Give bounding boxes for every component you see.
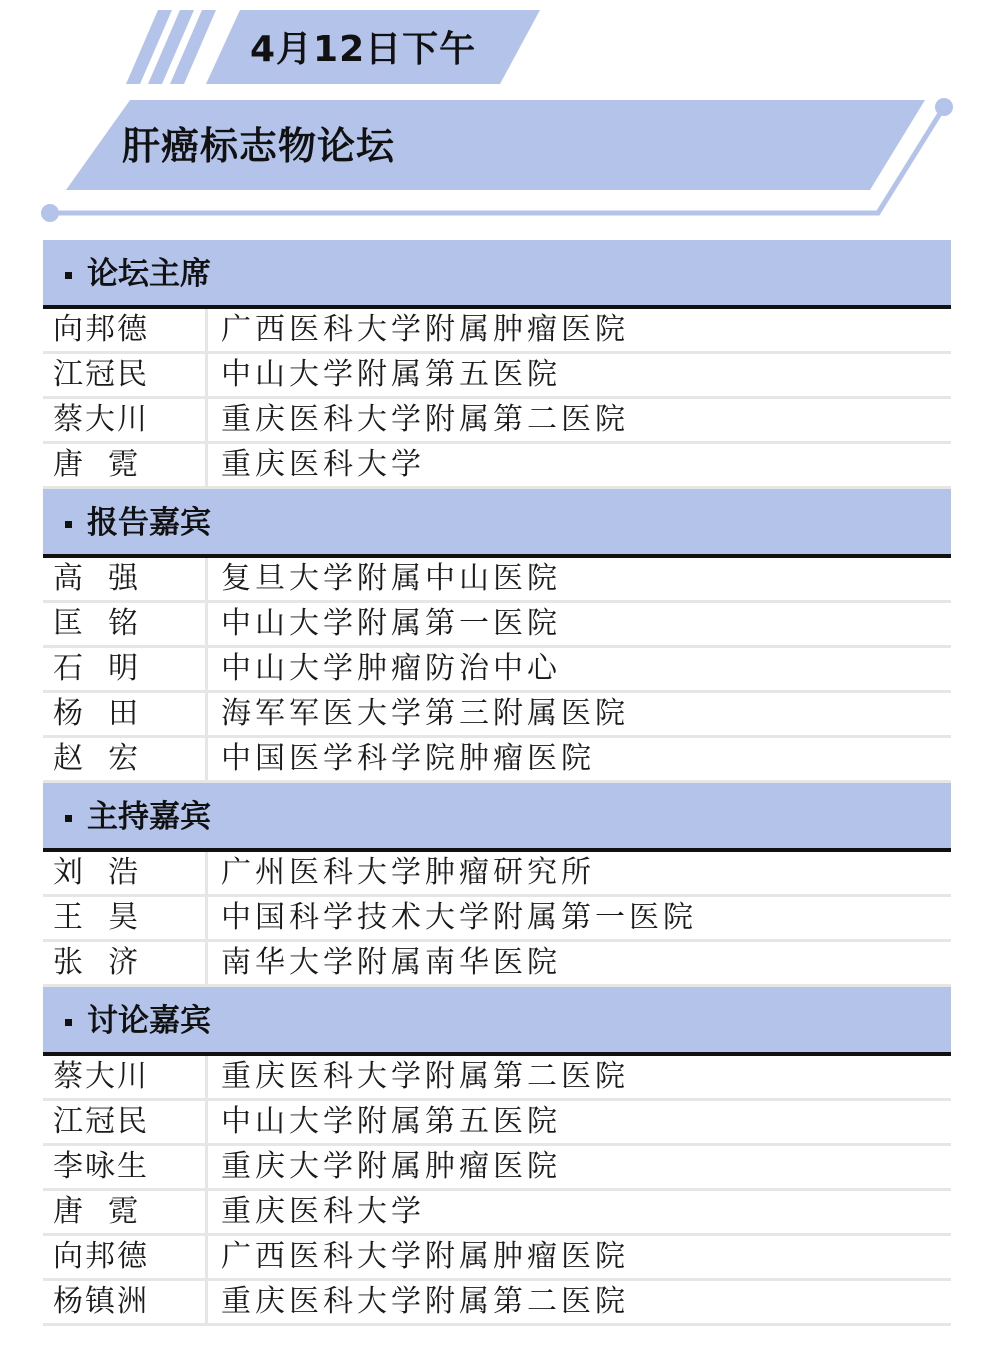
table-row [43,738,951,783]
person-name: 张 济 [43,942,208,984]
institution: 南华大学附属南华医院 [221,945,561,980]
table-row [43,558,951,603]
speaker-table [43,240,951,1326]
person-name: 向邦德 [43,309,208,351]
person-name: 唐 霓 [43,1191,208,1233]
table-row [43,1056,951,1101]
institution: 中山大学肿瘤防治中心 [221,651,561,686]
session-date: 4月12日下午 [250,29,477,70]
table-row [43,444,951,489]
table-row [43,897,951,942]
bullet-icon [65,1019,72,1026]
person-name: 赵 宏 [43,738,208,780]
section-title: 论坛主席 [87,256,211,292]
bullet-icon [65,521,72,528]
person-name: 唐 霓 [43,444,208,486]
bullet-icon [65,815,72,822]
person-name: 江冠民 [43,354,208,396]
section-header-chairs [43,240,951,309]
person-name: 李咏生 [43,1146,208,1188]
person-name: 刘 浩 [43,852,208,894]
person-name: 匡 铭 [43,603,208,645]
table-row [43,603,951,648]
table-row [43,942,951,987]
table-row [43,852,951,897]
header-banner [0,0,992,230]
section-header-speakers [43,489,951,558]
line-end-dot [935,98,953,116]
table-row [43,1191,951,1236]
institution: 海军军医大学第三附属医院 [221,696,629,731]
institution: 中山大学附属第五医院 [221,357,561,392]
section-header-discussants [43,987,951,1056]
table-row [43,1281,951,1326]
person-name: 江冠民 [43,1101,208,1143]
person-name: 蔡大川 [43,1056,208,1098]
table-row [43,1146,951,1191]
person-name: 杨 田 [43,693,208,735]
table-row [43,693,951,738]
person-name: 王 昊 [43,897,208,939]
institution: 中山大学附属第一医院 [221,606,561,641]
section-title: 报告嘉宾 [87,505,211,541]
institution: 广西医科大学附属肿瘤医院 [221,1239,629,1274]
institution: 广州医科大学肿瘤研究所 [221,855,595,890]
institution: 广西医科大学附属肿瘤医院 [221,312,629,347]
person-name: 向邦德 [43,1236,208,1278]
person-name: 高 强 [43,558,208,600]
institution: 复旦大学附属中山医院 [221,561,561,596]
institution: 重庆大学附属肿瘤医院 [221,1149,561,1184]
person-name: 杨镇洲 [43,1281,208,1323]
table-row [43,399,951,444]
table-row [43,1101,951,1146]
forum-title: 肝癌标志物论坛 [122,124,396,168]
institution: 重庆医科大学 [221,447,425,482]
institution: 中国医学科学院肿瘤医院 [221,741,595,776]
section-title: 讨论嘉宾 [87,1003,211,1039]
institution: 中山大学附属第五医院 [221,1104,561,1139]
institution: 重庆医科大学附属第二医院 [221,1284,629,1319]
institution: 重庆医科大学附属第二医院 [221,402,629,437]
institution: 重庆医科大学附属第二医院 [221,1059,629,1094]
person-name: 石 明 [43,648,208,690]
bullet-icon [65,272,72,279]
institution: 中国科学技术大学附属第一医院 [221,900,697,935]
banner-graphic [0,0,992,230]
section-header-moderators [43,783,951,852]
table-row [43,1236,951,1281]
line-end-dot [41,204,59,222]
person-name: 蔡大川 [43,399,208,441]
table-row [43,648,951,693]
institution: 重庆医科大学 [221,1194,425,1229]
table-row [43,309,951,354]
table-row [43,354,951,399]
section-title: 主持嘉宾 [87,799,211,835]
